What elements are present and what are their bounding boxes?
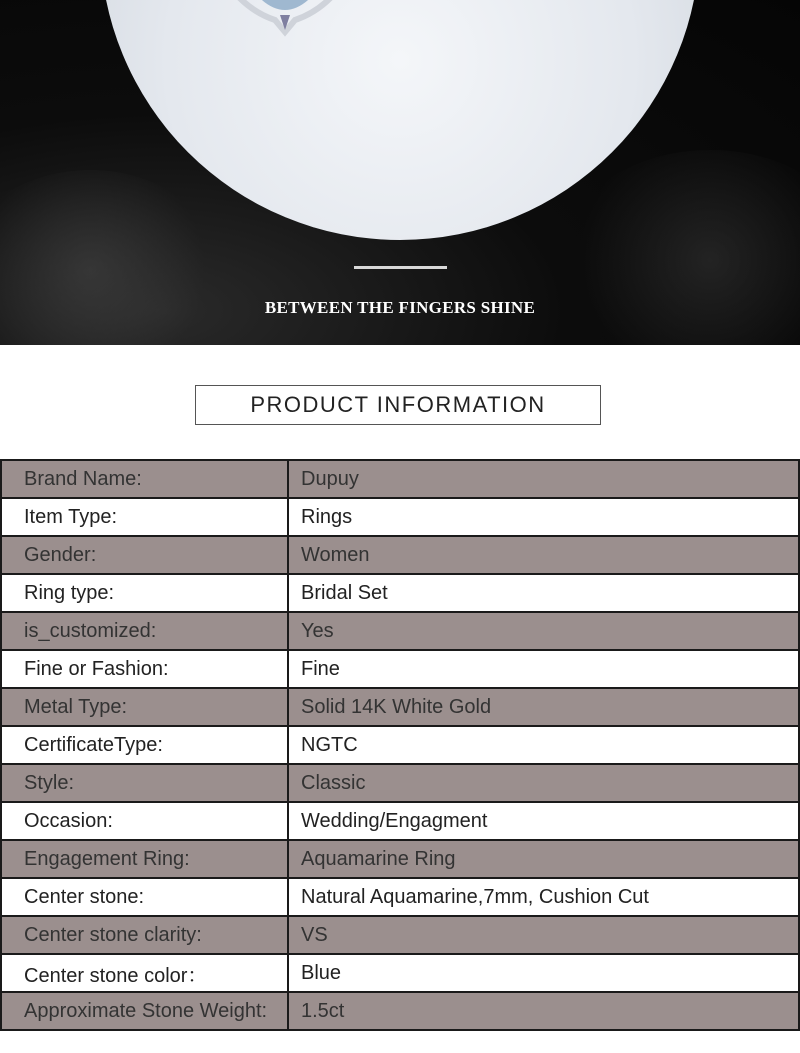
- row-value: Dupuy: [288, 460, 799, 498]
- row-label: CertificateType:: [1, 726, 288, 764]
- table-row: [1, 460, 799, 498]
- hero-tagline: BETWEEN THE FINGERS SHINE: [264, 298, 536, 317]
- row-label: Occasion:: [1, 802, 288, 840]
- table-row: [1, 498, 799, 536]
- section-title: PRODUCT INFORMATION: [250, 392, 546, 417]
- table-row: [1, 536, 799, 574]
- table-row: [1, 726, 799, 764]
- row-value: Solid 14K White Gold: [288, 688, 799, 726]
- table-row: [1, 612, 799, 650]
- row-label: Metal Type:: [1, 688, 288, 726]
- row-value: Rings: [288, 498, 799, 536]
- row-value: Classic: [288, 764, 799, 802]
- row-label: Approximate Stone Weight:: [1, 992, 288, 1030]
- table-row: [1, 650, 799, 688]
- background-blur: [0, 170, 220, 345]
- table-row: [1, 688, 799, 726]
- row-value: Bridal Set: [288, 574, 799, 612]
- ring-image: [225, 0, 345, 40]
- ring-band-image: [560, 0, 710, 20]
- row-label: Center stone clarity:: [1, 916, 288, 954]
- row-value: Women: [288, 536, 799, 574]
- row-label: Fine or Fashion:: [1, 650, 288, 688]
- table-row: [1, 802, 799, 840]
- table-row: [1, 916, 799, 954]
- row-label: Ring type:: [1, 574, 288, 612]
- row-value: Fine: [288, 650, 799, 688]
- row-label: Engagement Ring:: [1, 840, 288, 878]
- table-row: [1, 840, 799, 878]
- row-value: Natural Aquamarine,7mm, Cushion Cut: [288, 878, 799, 916]
- row-value: 1.5ct: [288, 992, 799, 1030]
- row-value: Wedding/Engagment: [288, 802, 799, 840]
- row-value: Blue: [288, 954, 799, 992]
- row-label: Center stone color：: [1, 954, 288, 992]
- row-value: Aquamarine Ring: [288, 840, 799, 878]
- table-row: [1, 764, 799, 802]
- row-label: Center stone:: [1, 878, 288, 916]
- section-title-box: [195, 385, 601, 425]
- table-row: [1, 878, 799, 916]
- row-label: Brand Name:: [1, 460, 288, 498]
- table-row: [1, 954, 799, 992]
- row-value: VS: [288, 916, 799, 954]
- row-label: is_customized:: [1, 612, 288, 650]
- table-row: [1, 574, 799, 612]
- row-value: Yes: [288, 612, 799, 650]
- row-label: Style:: [1, 764, 288, 802]
- row-label: Gender:: [1, 536, 288, 574]
- hero-banner: [0, 0, 800, 345]
- table-row: [1, 992, 799, 1030]
- divider-bar: [354, 266, 447, 269]
- product-info-table: [0, 459, 800, 1031]
- row-label: Item Type:: [1, 498, 288, 536]
- row-value: NGTC: [288, 726, 799, 764]
